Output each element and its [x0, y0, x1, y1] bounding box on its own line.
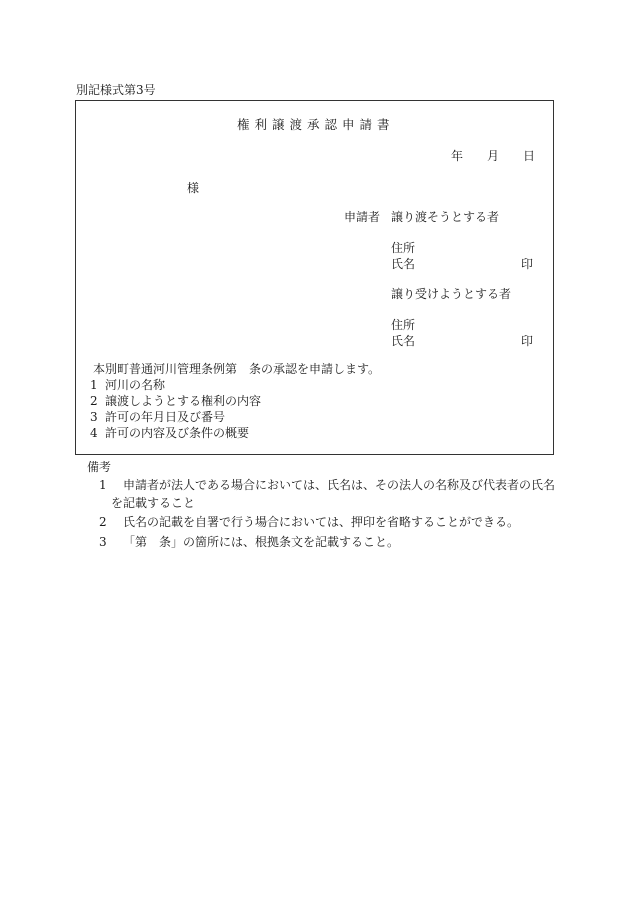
transferee-seal-mark: 印	[521, 334, 534, 348]
note-corporation: 申請者が法人である場合においては、氏名は、その法人の名称及び代表者の氏名	[123, 478, 556, 492]
form-number: 別記様式第3号	[76, 83, 156, 97]
item-number: 2	[90, 394, 98, 408]
item-number: 4	[90, 426, 98, 440]
addressee-suffix: 様	[187, 181, 200, 195]
item-permit-summary: 許可の内容及び条件の概要	[105, 426, 250, 440]
note-corporation-continuation: を記載すること	[111, 496, 196, 510]
item-number: 1	[90, 378, 98, 392]
item-permit-date-number: 許可の年月日及び番号	[105, 410, 226, 424]
note-number: 3	[99, 535, 107, 549]
transferor-seal-mark: 印	[521, 257, 534, 271]
transferor-heading: 譲り渡そうとする者	[391, 210, 500, 224]
date-year-label: 年	[451, 149, 464, 163]
item-number: 3	[90, 410, 98, 424]
applicant-label: 申請者	[344, 210, 381, 224]
note-number: 1	[99, 478, 107, 492]
transferor-address-label: 住所	[391, 241, 416, 255]
transferee-name-label: 氏名	[391, 334, 416, 348]
date-month-label: 月	[487, 149, 500, 163]
transferee-heading: 譲り受けようとする者	[391, 287, 512, 301]
request-text: 本別町普通河川管理条例第 条の承認を申請します。	[93, 362, 381, 376]
date-day-label: 日	[523, 149, 536, 163]
note-signature: 氏名の記載を自署で行う場合においては、押印を省略することができる。	[123, 515, 520, 529]
transferee-address-label: 住所	[391, 318, 416, 332]
note-article: 「第 条」の箇所には、根拠条文を記載すること。	[123, 535, 400, 549]
form-title: 権利譲渡承認申請書	[237, 117, 395, 132]
transferor-name-label: 氏名	[391, 257, 416, 271]
note-number: 2	[99, 515, 107, 529]
item-transfer-rights: 譲渡しようとする権利の内容	[105, 394, 262, 408]
notes-heading: 備考	[87, 460, 112, 474]
item-river-name: 河川の名称	[105, 378, 166, 392]
